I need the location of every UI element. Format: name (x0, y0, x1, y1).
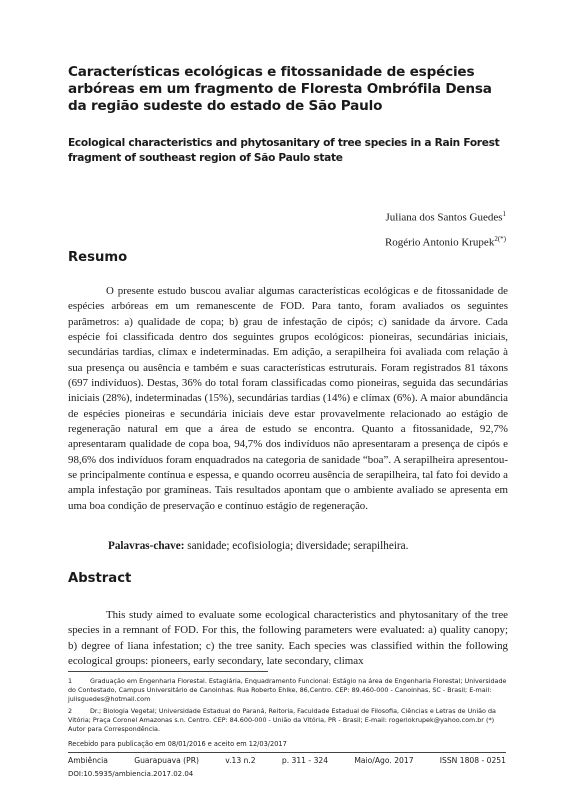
author-2 (385, 235, 506, 249)
received-date: Recebido para publicação em 08/01/2016 e aceito em 12/03/2017 (68, 740, 287, 748)
resumo-text: O presente estudo buscou avaliar algumas características ecológicas e de fitossanidade de espécies arbóreas em um remanescente de FOD. Para tanto, foram avaliados os seguintes parâmetros: a) qualidade de copa; b) grau de infestação de cipós; c) sanidade da árvore. Cada espécie foi classificada dentro dos seguintes grupos ecológicos: pioneiras, secundárias iniciais, secundárias tardias, clímax e indeterminadas. Em adição, a serapilheira foi avaliada com relação à sua presença ou ausência e também e suas características estruturais. Foram registrados 81 táxons (697 indivíduos). Destas, 36% do total foram classificadas como pioneiras, seguida das secundárias iniciais (28%), indeterminadas (15%), secundárias tardias (14%) e clímax (6%). A maior abundância de espécies pioneiras e secundária iniciais deve estar provavelmente relacionado ao estágio de regeneração natural em que a área de estudo se encontra. Quanto a fitossanidade, 92,7% apresentaram qualidade de copa boa, 94,7% dos indivíduos não apresentaram a presença de cipós e 98,6% dos indivíduos foram enquadrados na categoria de sanidade “boa”. A serapilheira apresentou-se principalmente contínua e espessa, e quando ocorreu ausência de serapilheira, tal fato foi devido a ampla infestação por gramíneas. Tais resultados apontam que o ambiente avaliado se apresenta em uma boa condição de preservação e contínuo estágio de regeneração. (68, 285, 508, 512)
author-affiliation-mark: 1 (502, 210, 506, 218)
keywords-label: Palavras-chave: (108, 540, 185, 552)
journal-issn: ISSN 1808 - 0251 (439, 756, 506, 765)
author-1 (385, 210, 506, 224)
journal-name: Ambiência (68, 756, 108, 765)
journal-footer (68, 756, 506, 765)
resumo-heading: Resumo (68, 250, 128, 265)
footnote-number: 2 (68, 707, 73, 715)
article-subtitle: Ecological characteristics and phytosanitary of tree species in a Rain Forest fragment of southeast region of São Paulo state (68, 137, 500, 164)
journal-pages: p. 311 - 324 (281, 756, 329, 765)
journal-volume: v.13 n.2 (225, 756, 256, 765)
keywords (108, 540, 408, 552)
footnote-2 (68, 707, 508, 734)
abstract-heading: Abstract (68, 571, 132, 586)
abstract-text: This study aimed to evaluate some ecological characteristics and phytosanitary of the tree species in a remnant of FOD. For this, the following parameters were evaluated: a) quality canopy; b) degree of liana infestation; c) the tree sanity. Each species was classified within the following ecological groups: pioneers, early secondary, late secondary, climax (68, 609, 508, 668)
doi: DOI:10.5935/ambiencia.2017.02.04 (68, 770, 194, 778)
footnote-number: 1 (68, 677, 73, 685)
journal-location: Guarapuava (PR) (134, 756, 199, 765)
keywords-list: sanidade; ecofisiologia; diversidade; serapilheira. (184, 540, 409, 552)
article-title: Características ecológicas e fitossanidade de espécies arbóreas em um fragmento de Floresta Ombrófila Densa da região sudeste do estado de São Paulo (68, 64, 492, 114)
journal-date: Maio/Ago. 2017 (354, 756, 414, 765)
footnote-text: Dr.; Biologia Vegetal; Universidade Estadual do Paraná, Reitoria, Faculdade Estadual de Filosofia, Ciências e Letras de União da Vitória; Praça Coronel Amazonas s.n. Centro. CEP: 84.600-000 - União da Vitória, PR - Brasil; E-mail: rogeriokrupek@yahoo.com.br (*) Autor para Correspondência. (68, 707, 496, 733)
footnote-divider (68, 671, 268, 672)
author-affiliation-mark: 2(*) (494, 235, 506, 243)
footnote-1 (68, 677, 508, 704)
footer-divider (68, 752, 506, 753)
author-name: Rogério Antonio Krupek (384, 236, 495, 249)
author-name: Juliana dos Santos Guedes (385, 211, 503, 224)
footnote-text: Graduação em Engenharia Florestal. Estagiária, Enquadramento Funcional: Estágio na área de Engenharia Florestal; Universidade do Contestado, Campus Universitário de Canoinhas. Rua Roberto Ehlke, 86,Centro. CEP: 89.460-000 - Canoinhas, SC - Brasil; E-mail: julisguedes@hotmail.com (68, 677, 507, 703)
